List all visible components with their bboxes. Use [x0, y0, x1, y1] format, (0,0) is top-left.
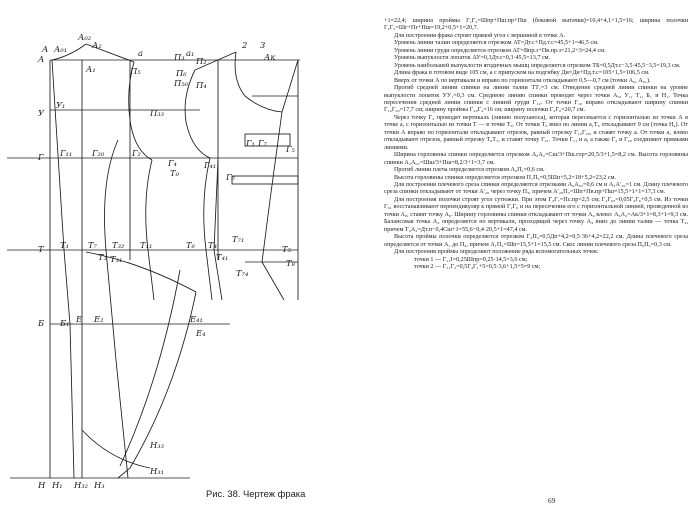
label-N33: Н₃₃ — [150, 440, 165, 450]
label-A01: А₀₁ — [54, 44, 68, 54]
label-T71: Т₇₁ — [232, 234, 245, 244]
label-B1: Б₁ — [60, 318, 70, 328]
label-A02: А₀₂ — [78, 32, 92, 42]
label-T31: Т₃₁ — [110, 254, 123, 264]
label-P4: П₄ — [196, 80, 207, 90]
label-T11: Т₁₁ — [140, 240, 153, 250]
welt-pocket-box — [232, 176, 298, 184]
label-G: Г — [38, 152, 44, 162]
page-number: 69 — [548, 497, 556, 505]
paragraph: Для построения полочки строят угол сутюжки. При этом Г₄Г₇=Пс.пр=2,5 см; Г₄Г₆₅=0,05Г₄Г₆+0,5 см. Из точки Г₆₁ восстанавливают перпендикуляр к прямой Г₂Г₆ и на пересечении его с горизонтальной линией, проведенной из точки А₀, ставят точку А₆. Ширину горловины спинки откладывают от точки А₆ влево: А₆А₂=Ак/3+1=8,3+1=9,3 см. Балансовая точка А₄ определяется по вертикали, проходящей через точку А₄ вниз до линии талии — точка Т₄, причем Т₄А₂=Дт.п−0,4Сш+1=55,6−0,4·20,5+1=47,4 см. — [384, 196, 688, 233]
label-E4: Е₄ — [196, 328, 206, 338]
tail-outer-curve — [118, 292, 196, 478]
label-T5: Т₅ — [282, 244, 291, 254]
label-T4: Т₄ — [208, 240, 217, 250]
label-E41: Е₄₁ — [190, 314, 203, 324]
label-P2: П₂ — [196, 56, 207, 66]
paragraph: Высота горловины спинки определяется отрезком П₁П₅=0,5Шп+5,2=18+5,2=23,2 см. — [394, 174, 617, 181]
label-T8: Т₈ — [286, 258, 295, 268]
label-a: а — [138, 48, 143, 58]
label-G4: Г₄ — [168, 158, 177, 168]
label-A1: А₁ — [86, 64, 96, 74]
figure-caption: Рис. 38. Чертеж фрака — [206, 488, 306, 499]
label-N31: Н₃₁ — [150, 466, 165, 476]
back-side-panel — [146, 160, 154, 300]
label-T74: Т₇₄ — [236, 268, 249, 278]
paragraph: Уровень линии талии определяется отрезком АТ=Дт.с+Пд.т.с=45,5+1=46,5 см. — [394, 40, 599, 47]
label-T0: Т₀ — [170, 168, 179, 178]
label-N1: Н₁ — [52, 480, 63, 490]
label-A: А — [38, 54, 45, 64]
label-Ak: Ак — [264, 52, 276, 62]
label-P3: П₃ — [174, 52, 185, 62]
tail-hem-curve — [82, 430, 150, 468]
label-P33: П₃₃ — [150, 108, 165, 118]
label-G2: Г₂ — [132, 148, 141, 158]
paragraph: Для построения фрака строят прямой угол с вершиной в точке А. — [394, 32, 566, 39]
label-U: У — [38, 108, 45, 118]
paragraph: Прогиб средней линии спинки на линии талии ТТ₁=3 см. Отведение средней линии спинки на уровне выпуклости лопаток УУ₁=0,3 см. Среднюю линию спинки проводят через точки А₀, У₁, Т₁, Б₁ и Н₁. Точка пересечения средней линии спинки с линией груди Г₁₀. От точки Г₁₀ вправо откладывают ширину спинки Г₁₀Г₂₀=17,7 см; ширину проймы Г₂₀Г₄=16 см; ширину полочки Г₄Г₆=20,7 см. — [384, 85, 688, 114]
label-A0: А — [42, 44, 49, 54]
paragraph: Уровень выпуклости лопаток АУ=0,3Дт.с=0,3·45,5=13,7 см. — [394, 55, 551, 62]
label-P5: П₅ — [130, 66, 141, 76]
back-armhole-curve — [129, 62, 152, 160]
label-G7: Г₇ — [258, 138, 267, 148]
paragraph: Для построения плечевого среза спинки определяются отрезками А₀А₀₂=0,6 см и А₂А′₂₀=1 см. Длину плечевого среза спинки откладывают от точки А′₂₀ через точку П₃, причем А′₂₀П₃=Шп+Пв.пр+Пш=15,5+1+1=17,3 см. — [384, 181, 688, 196]
label-a1: а₁ — [186, 48, 195, 58]
label-G5: Г₅ — [286, 144, 295, 154]
body-text-column — [384, 18, 688, 271]
label-T41: Т₄₁ — [216, 252, 229, 262]
label-2: 2 — [242, 40, 248, 50]
label-E2: Е₂ — [94, 314, 104, 324]
label-T32: Т₃₂ — [112, 240, 125, 250]
paragraph: Ширина горловины спинки определяется отрезком А₀А₂=Сш/3+Пш.гор=20,5/3+1,5=8,2 см. Высота горловины спинки А₂А₀₂=Шш/3+Пш=8,2/3+1=3,7 см. — [384, 152, 688, 166]
label-G41: Г₄₁ — [204, 160, 217, 170]
paragraph: Уровень линии груди определяется отрезком АГ=Впр.з+Пв.пр.з=21,2+3=24,4 см. — [394, 47, 606, 54]
label-T6: Т₆ — [186, 240, 195, 250]
label-U1: У₁ — [56, 100, 66, 110]
label-T7: Т₇ — [88, 240, 97, 250]
label-B: Б — [38, 318, 45, 328]
label-T: Т — [38, 244, 44, 254]
paragraph: +1=22,4; ширина проймы Г₁Г₄=Шпр+Пш.пр+Пш (боковой вытачки)=10,4+4,1+1,5=16; ширина полочки Г₄Г₅=Шг+Пг+Пш=19,2+0,5+1=20,7. — [384, 18, 688, 32]
paragraph: Прогиб линии плеча определяется отрезком А₀П₂=0,6 см. — [394, 167, 545, 174]
label-G6: Г₆ — [226, 172, 235, 182]
label-A2: А₂ — [92, 40, 102, 50]
paragraph: Длина фрака в готовом виде 105 см, а с припуском на подгибку Ди=Ди+Пд.т.с=105+1,5=106,5 см. — [394, 70, 650, 77]
front-lapel-line — [282, 60, 298, 112]
label-E: Е — [76, 314, 83, 324]
formula-line: точки 2 — Г₁₁Г₂=0,5Г₄Г₁+5=0,5·3,6+1,5+5=9 см; — [414, 263, 541, 270]
label-N3: Н₃ — [94, 480, 105, 490]
label-G11: Г₁₁ — [60, 148, 73, 158]
paragraph: Для построения проймы определяют положение ряда вспомогательных точек: — [394, 249, 599, 256]
paragraph: Вверх от точки А по вертикали и вправо по горизонтали откладывают 0,5—0,7 см (точки А₀, А₀₁). — [394, 77, 651, 84]
label-G1: Г₁ — [246, 138, 255, 148]
label-T3: Т₃ — [98, 252, 107, 262]
label-3: 3 — [260, 40, 266, 50]
label-T1: Т₁ — [60, 240, 69, 250]
label-N: Н — [38, 480, 46, 490]
paragraph: Уровень наибольшей выпуклости ягодичных мышц определяется отрезком ТБ=0,5Дт.с−3,5·45,5−3,5=19,3 см. — [394, 62, 681, 69]
back-side-seam — [105, 140, 129, 478]
label-N32: Н₃₂ — [74, 480, 89, 490]
back-center-seam — [52, 60, 74, 478]
front-side-seam — [204, 158, 212, 300]
tail-inner-curve — [120, 270, 180, 466]
paragraph: Через точку Г₂ проводят вертикаль (линию полузаноса), которая пересекается с горизонталью из точки А в точке а, с горизонталью из точки Т — в точке Т₆. От точки Т₆ вниз по линии а₁Т₆ откладывают 9 см (точка Н₄). От точки А вправо по горизонтали откладывают отрезок, равный отрезку Г₁₀Г₂₀, и ставят точку а. От точки а₁ влево откладывают отрезок, равный отрезку Т₆Т₇, и ставят точку Г₂₁. Точки Г₁₁ и а, а также Г₄ и Г₂₀ соединяют прямыми линиями. — [384, 114, 688, 151]
label-P6: П₆ — [176, 68, 187, 78]
label-P50: П₅₀ — [174, 78, 189, 88]
paragraph: Высота проймы полочки определяется отрезком Г₄П₄=0,5Дп+4,2=0,5·36+4,2=22,2 см. Длина плечевого среза определяется от точки А₁ до П₄, причем А₁П₄=Шп=15,5+1=15,5 см. Скос линии плечевого среза П₆П₅=0,3 см. — [384, 234, 688, 248]
label-G20: Г₂₀ — [92, 148, 105, 158]
formula-line: точки 1 — Г₁₁I=0,25Шпр=0,25·14,5=3,6 см; — [414, 256, 528, 263]
